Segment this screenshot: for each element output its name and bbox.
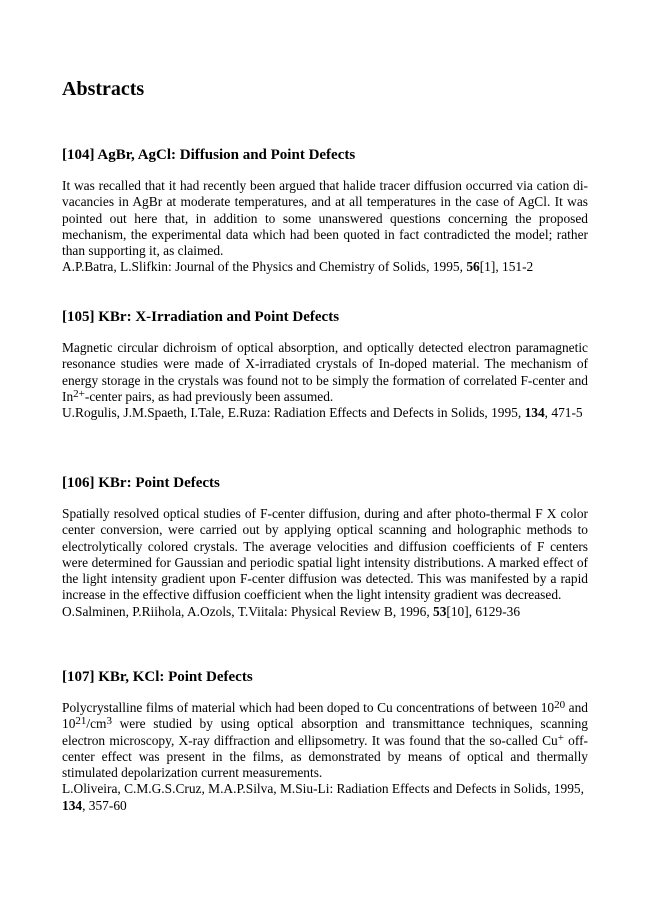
citation-volume: 134 <box>62 797 83 813</box>
entry-body-text: Magnetic circular dichroism of optical absorption, and optically detected electron paramagnetic resonance studies were made of X-irradiated crystals of In-doped material. The mechanism of energy storage in the crystals was found not to be simply the formation of correlated F-center and $In^{2+}$-center pairs, as had previously been assumed. <box>62 340 588 404</box>
entry-title: [107] KBr, KCl: Point Defects <box>62 669 253 685</box>
citation-pages: [1], 151-2 <box>479 259 534 275</box>
entry-citation <box>62 405 588 421</box>
entry-body-text: It was recalled that it had recently been argued that halide tracer diffusion occurred via cation di-vacancies in AgBr at moderate temperatures, and at all temperatures in the case of AgCl. It was pointed out here that, in addition to some unanswered questions concerning the proposed mechanism, the experimental data which had been quoted in fact contradicted the model; rather than supporting it, as claimed. <box>62 178 588 259</box>
entry-citation <box>62 781 588 814</box>
entry-citation <box>62 259 588 275</box>
entry-body <box>62 178 588 276</box>
entry-title: [106] KBr: Point Defects <box>62 475 220 491</box>
entry-body <box>62 506 588 620</box>
citation-pages: [10], 6129-36 <box>446 603 521 619</box>
superscript: 20 <box>554 699 566 711</box>
entry-body <box>62 340 588 421</box>
citation-volume: 53 <box>433 603 447 619</box>
page-heading: Abstracts <box>62 78 145 100</box>
entry-body-text: Spatially resolved optical studies of F-center diffusion, during and after photo-thermal F X color center conversion, were carried out by applying optical scanning and holographic methods to electrolytically colored crystals. The average velocities and diffusion coefficients of F centers were determined for Gaussian and periodic spatial light intensity distributions. A marked effect of the light intensity gradient upon F-center diffusion was detected. This was manifested by a rapid increase in the effective diffusion coefficient when the light intensity gradient was decreased. <box>62 506 588 603</box>
entry-body <box>62 700 588 814</box>
superscript: + <box>557 731 564 744</box>
citation-volume: 56 <box>466 259 480 275</box>
entry-citation <box>62 604 588 620</box>
citation-authors: O.Salminen, P.Riihola, A.Ozols, T.Viitala: Physical Review B, 1996, <box>62 603 434 619</box>
entry-body-text: Polycrystalline films of material which had been doped to Cu concentrations of between $10^{20}$ and $10^{21}/cm^3$ were studied by using optical absorption and transmittance techniques, scanning electron microscopy, X-ray diffraction and ellipsometry. It was found that the so-called Cu+ off-center effect was present in the films, as demonstrated by means of optical and thermally stimulated depolarization current measurements. <box>62 699 588 781</box>
citation-authors: L.Oliveira, C.M.G.S.Cruz, M.A.P.Silva, M.Siu-Li: Radiation Effects and Defects in Solids, 1995, <box>62 781 584 797</box>
entry-title: [104] AgBr, AgCl: Diffusion and Point Defects <box>62 147 356 163</box>
citation-authors: U.Rogulis, J.M.Spaeth, I.Tale, E.Ruza: Radiation Effects and Defects in Solids, 1995, <box>62 405 525 421</box>
abstract-entry-107 <box>62 667 588 814</box>
abstract-entry-105 <box>62 307 588 421</box>
citation-pages: , 471-5 <box>544 405 583 421</box>
abstract-entry-106 <box>62 473 588 620</box>
superscript: 2+ <box>73 387 85 400</box>
abstract-entry-104 <box>62 145 588 276</box>
superscript: 3 <box>106 715 112 728</box>
citation-authors: A.P.Batra, L.Slifkin: Journal of the Physics and Chemistry of Solids, 1995, <box>62 259 467 275</box>
citation-pages: , 357-60 <box>82 797 127 813</box>
superscript: 21 <box>75 715 87 728</box>
entry-title: [105] KBr: X-Irradiation and Point Defects <box>62 309 340 325</box>
citation-volume: 134 <box>524 405 545 421</box>
